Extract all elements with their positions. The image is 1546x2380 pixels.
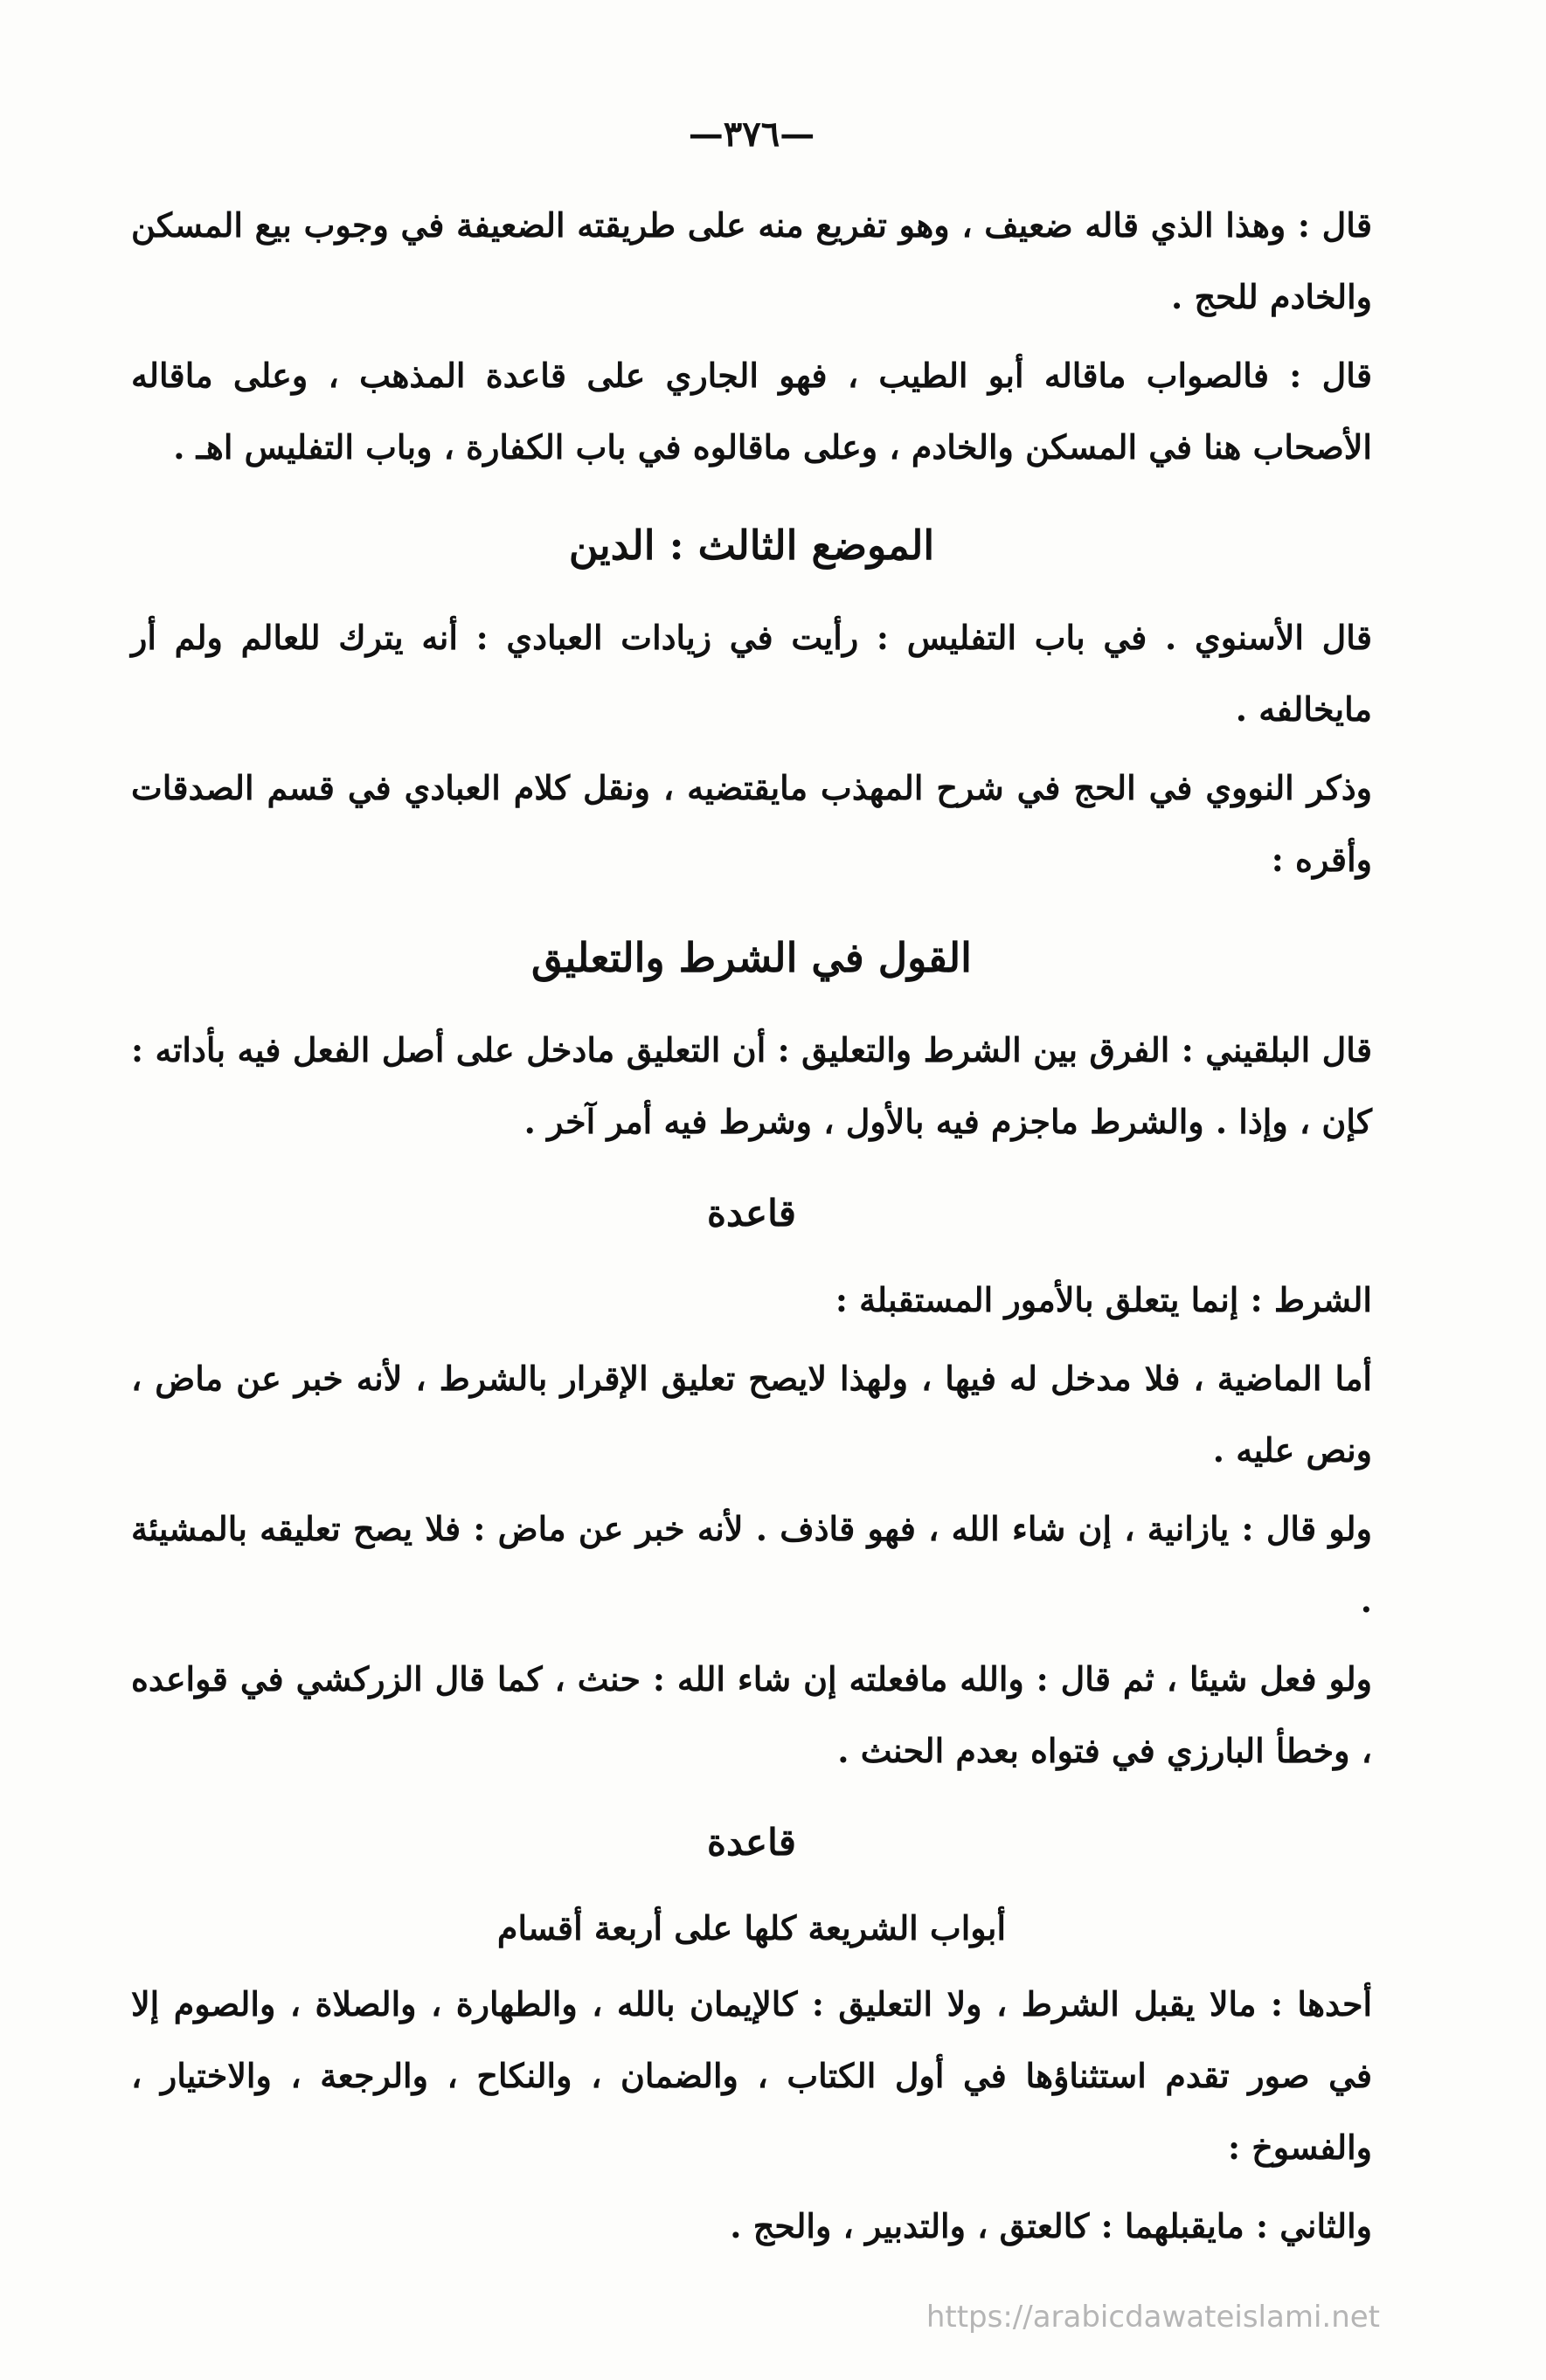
paragraph: أما الماضية ، فلا مدخل له فيها ، ولهذا لايصح تعليق الإقرار بالشرط ، لأنه خبر عن ماض ، ونص عليه . [131, 1359, 1372, 1470]
rule-heading: قاعدة [707, 1192, 796, 1235]
paragraph: ولو فعل شيئا ، ثم قال : والله مافعلته إن شاء الله : حنث ، كما قال الزركشي في قواعده ، وخطأ البارزي في فتواه بعدم الحنث . [131, 1659, 1372, 1770]
paragraph: قال : وهذا الذي قاله ضعيف ، وهو تفريع منه على طريقته الضعيفة في وجوب بيع المسكن والخادم للحج . [131, 205, 1372, 316]
watermark-url: https://arabicdawateislami.net [926, 2300, 1380, 2335]
section-heading: الموضع الثالث : الدين [568, 522, 935, 569]
paragraph: أحدها : مالا يقبل الشرط ، ولا التعليق : كالإيمان بالله ، والطهارة ، والصلاة ، والصوم إلا في صور تقدم استثناؤها في أول الكتاب ، والضمان ، والنكاح ، والرجعة ، والاختيار ، والفسوخ : [131, 1984, 1372, 2167]
rule-title: أبواب الشريعة كلها على أربعة أقسام [496, 1908, 1007, 1948]
page-body [131, 114, 1372, 2269]
paragraph: قال البلقيني : الفرق بين الشرط والتعليق : أن التعليق مادخل على أصل الفعل فيه بأداته : كإن ، وإذا . والشرط ماجزم فيه بالأول ، وشرط فيه أمر آخر . [131, 1030, 1372, 1141]
paragraph: ولو قال : يازانية ، إن شاء الله ، فهو قاذف . لأنه خبر عن ماض : فلا يصح تعليقه بالمشيئة . [131, 1509, 1372, 1620]
paragraph: وذكر النووي في الحج في شرح المهذب مايقتضيه ، ونقل كلام العبادي في قسم الصدقات وأقره : [131, 768, 1372, 879]
rule-heading: قاعدة [707, 1821, 796, 1864]
paragraph: والثاني : مايقبلهما : كالعتق ، والتدبير ، والحج . [730, 2206, 1372, 2245]
paragraph: قال : فالصواب ماقاله أبو الطيب ، فهو الجاري على قاعدة المذهب ، وعلى ماقاله الأصحاب هنا في المسكن والخادم ، وعلى ماقالوه في باب الكفارة ، وباب التفليس اهـ . [131, 356, 1372, 467]
paragraph: الشرط : إنما يتعلق بالأمور المستقبلة : [835, 1280, 1372, 1319]
paragraph: قال الأسنوي . في باب التفليس : رأيت في زيادات العبادي : أنه يترك للعالم ولم أر مايخالفه . [131, 618, 1372, 729]
page-number: —٣٧٦— [688, 114, 815, 155]
section-heading: القول في الشرط والتعليق [531, 934, 972, 981]
